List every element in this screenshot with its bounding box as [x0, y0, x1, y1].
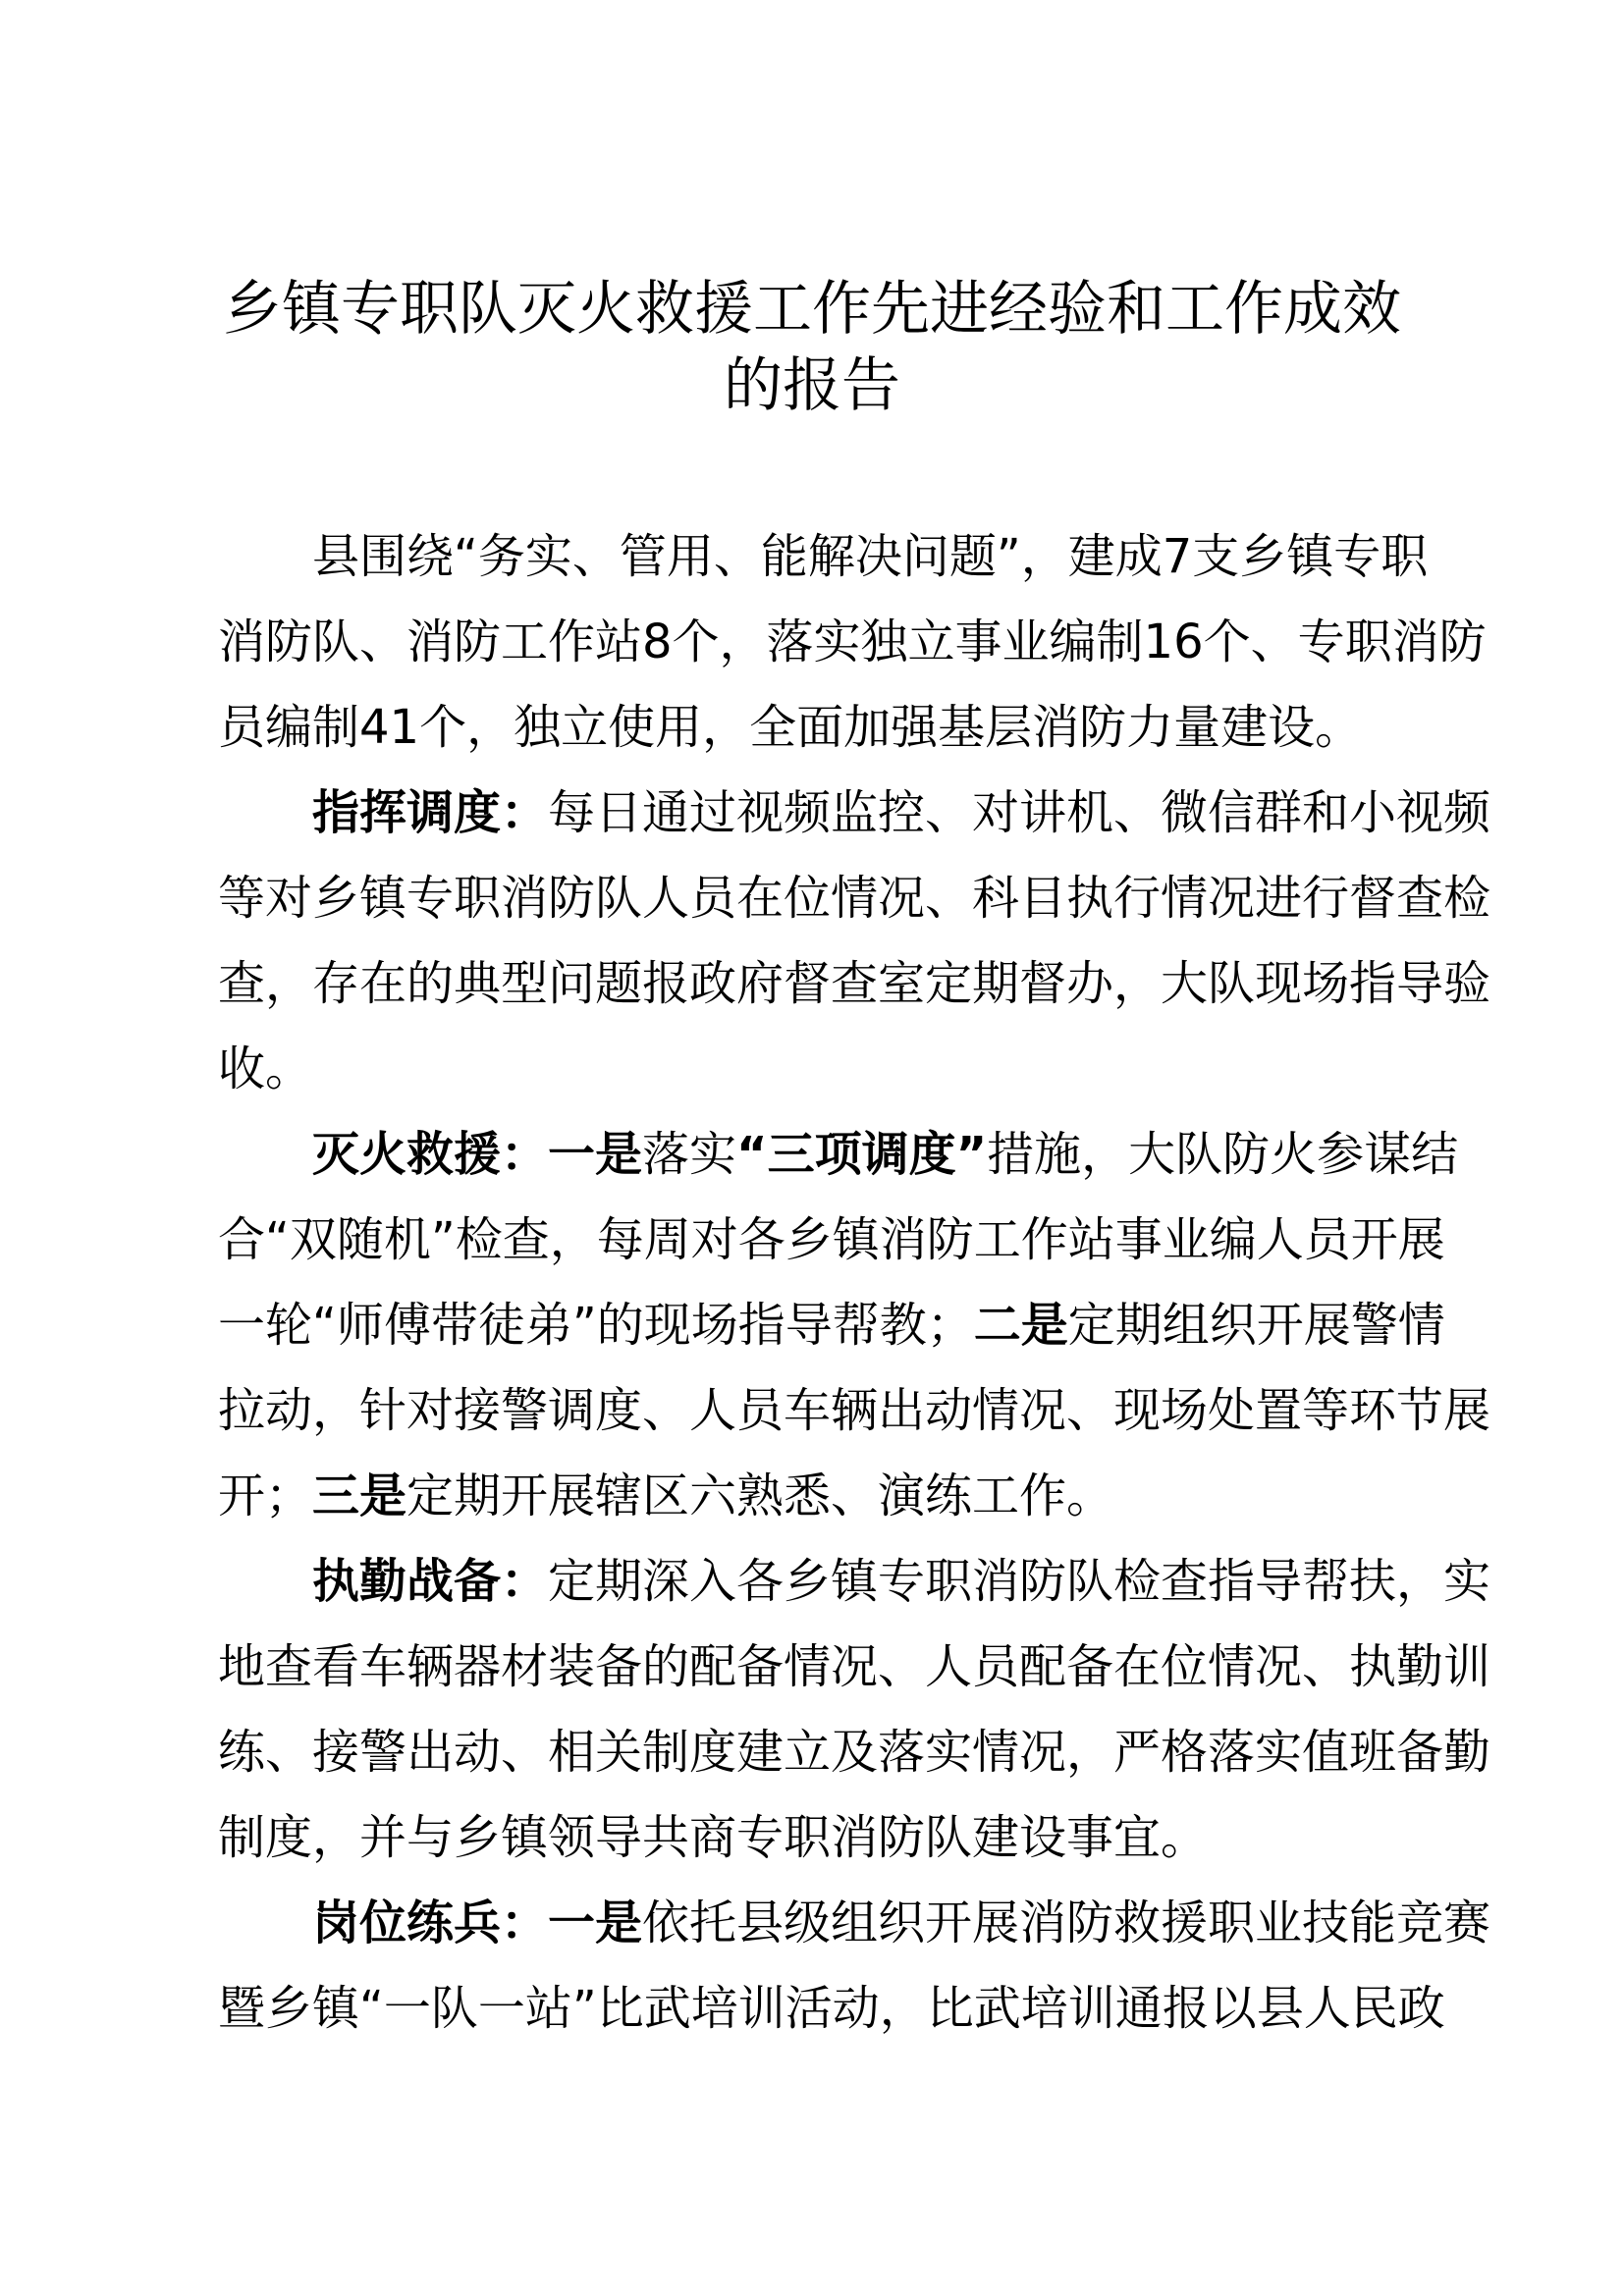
- text-line: [218, 1710, 1491, 1795]
- paragraph: [218, 1112, 1491, 1539]
- text-run: 制度，并与乡镇领导共商专职消防队建设事宜。: [218, 1810, 1209, 1865]
- text-line: [218, 856, 1491, 941]
- text-run: 练、接警出动、相关制度建立及落实情况，严格落实值班备勤: [218, 1725, 1491, 1780]
- text-run: 措施，大队防火参谋结: [987, 1127, 1459, 1182]
- text-run: 拉动，针对接警调度、人员车辆出动情况、现场处置等环节展: [218, 1383, 1491, 1438]
- text-line: [218, 1881, 1491, 1966]
- text-line: [218, 1539, 1491, 1625]
- text-run: 地查看车辆器材装备的配备情况、人员配备在位情况、执勤训: [218, 1639, 1491, 1694]
- title-line-2: 的报告: [724, 351, 900, 420]
- text-run: 依托县级组织开展消防救援职业技能竞赛: [642, 1896, 1491, 1950]
- text-run: 定期开展辖区六熟悉、演练工作。: [406, 1468, 1114, 1523]
- text-run: 定期深入各乡镇专职消防队检查指导帮扶，实: [548, 1554, 1491, 1609]
- bold-text-run: 岗位练兵：一是: [312, 1896, 643, 1950]
- text-line: [218, 941, 1491, 1027]
- text-run: 暨乡镇“一队一站”比武培训活动，比武培训通报以县人民政: [218, 1981, 1445, 2036]
- bold-text-run: 三是: [312, 1468, 407, 1523]
- text-line: [218, 1625, 1491, 1710]
- text-line: [218, 1795, 1408, 1881]
- paragraph: [218, 771, 1491, 1112]
- text-line: [218, 1368, 1491, 1454]
- bold-text-run: 灭火救援：一是: [312, 1127, 643, 1182]
- title-line-1: 乡镇专职队灭火救援工作先进经验和工作成效: [223, 275, 1401, 344]
- text-run: 收。: [218, 1041, 313, 1096]
- paragraph: [218, 1539, 1491, 1881]
- document-title: [147, 271, 1477, 424]
- bold-text-run: 指挥调度：: [312, 785, 549, 840]
- bold-text-run: 二是: [973, 1298, 1068, 1353]
- text-run: 查，存在的典型问题报政府督查室定期督办，大队现场指导验: [218, 956, 1491, 1011]
- text-run: 员编制41个，独立使用，全面加强基层消防力量建设。: [218, 700, 1363, 755]
- text-run: 县围绕“务实、管用、能解决问题”，建成7支乡镇专职: [312, 529, 1429, 584]
- bold-text-run: 执勤战备：: [312, 1554, 549, 1609]
- text-run: 定期组织开展警情: [1067, 1298, 1445, 1353]
- text-line: [218, 771, 1491, 856]
- text-line: [218, 1454, 1408, 1539]
- text-line: [218, 1198, 1445, 1283]
- text-run: 消防队、消防工作站8个，落实独立事业编制16个、专职消防: [218, 614, 1487, 669]
- text-line: [218, 1112, 1459, 1198]
- paragraph: [218, 514, 1487, 771]
- paragraph: [218, 1881, 1491, 2052]
- text-run: 一轮“师傅带徒弟”的现场指导帮教；: [218, 1298, 974, 1353]
- bold-text-run: “三项调度”: [736, 1127, 988, 1182]
- text-line: [218, 1283, 1445, 1368]
- text-run: 等对乡镇专职消防队人员在位情况、科目执行情况进行督查检: [218, 871, 1491, 926]
- text-run: 每日通过视频监控、对讲机、微信群和小视频: [548, 785, 1491, 840]
- text-run: 开；: [218, 1468, 313, 1523]
- document-body: [218, 514, 1491, 2052]
- text-run: 落实: [642, 1127, 737, 1182]
- text-line: [218, 1966, 1445, 2052]
- text-run: 合“双随机”检查，每周对各乡镇消防工作站事业编人员开展: [218, 1212, 1445, 1267]
- text-line: [218, 1027, 1408, 1112]
- text-line: [218, 514, 1429, 600]
- text-line: [218, 685, 1408, 771]
- text-line: [218, 600, 1487, 685]
